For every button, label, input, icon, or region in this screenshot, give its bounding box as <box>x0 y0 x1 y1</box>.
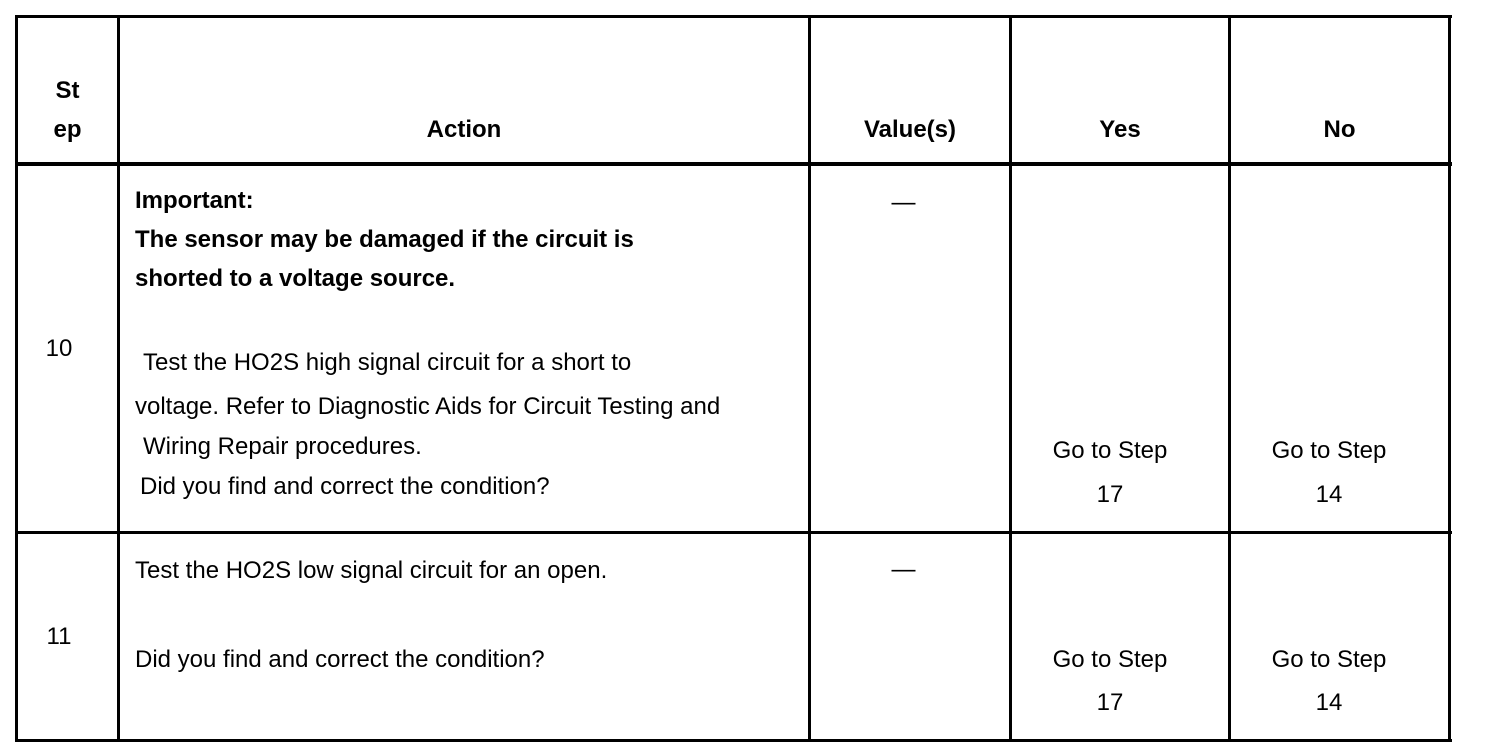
header-step-line2: ep <box>53 116 82 143</box>
border-row-divider <box>15 531 1452 534</box>
row-10-value: — <box>891 189 916 216</box>
row-10-no-line2: 14 <box>1315 481 1343 508</box>
row-10-action-line3: Wiring Repair procedures. <box>143 433 422 460</box>
row-11-question: Did you find and correct the condition? <box>135 646 545 673</box>
row-11-yes-line1: Go to Step <box>1052 646 1168 673</box>
row-11-value: — <box>891 556 916 583</box>
row-10-no-line1: Go to Step <box>1271 437 1387 464</box>
row-10-question: Did you find and correct the condition? <box>140 473 550 500</box>
row-10-action-line1: Test the HO2S high signal circuit for a short to <box>143 349 632 376</box>
row-11-action-line1: Test the HO2S low signal circuit for an open. <box>135 557 608 584</box>
header-step-line1: St <box>55 77 80 104</box>
header-yes: Yes <box>1099 116 1141 143</box>
row-11-no-line2: 14 <box>1315 689 1343 716</box>
row-10-yes-line1: Go to Step <box>1052 437 1168 464</box>
border-top <box>15 15 1452 18</box>
border-header-bottom <box>15 162 1452 166</box>
header-action: Action <box>426 116 502 143</box>
border-bottom <box>15 739 1452 742</box>
row-10-yes-line2: 17 <box>1096 481 1124 508</box>
header-values: Value(s) <box>863 116 957 143</box>
border-right <box>1448 15 1451 742</box>
row-11-no-line1: Go to Step <box>1271 646 1387 673</box>
row-11-yes-line2: 17 <box>1096 689 1124 716</box>
row-10-step: 10 <box>45 335 73 362</box>
row-10-important-label: Important: <box>135 187 254 214</box>
row-11-step: 11 <box>46 623 72 650</box>
row-10-action-line2: voltage. Refer to Diagnostic Aids for Circuit Testing and <box>135 393 721 420</box>
header-no: No <box>1323 116 1356 143</box>
row-10-important-line1: The sensor may be damaged if the circuit is <box>135 226 634 253</box>
row-10-important-line2: shorted to a voltage source. <box>135 265 456 292</box>
